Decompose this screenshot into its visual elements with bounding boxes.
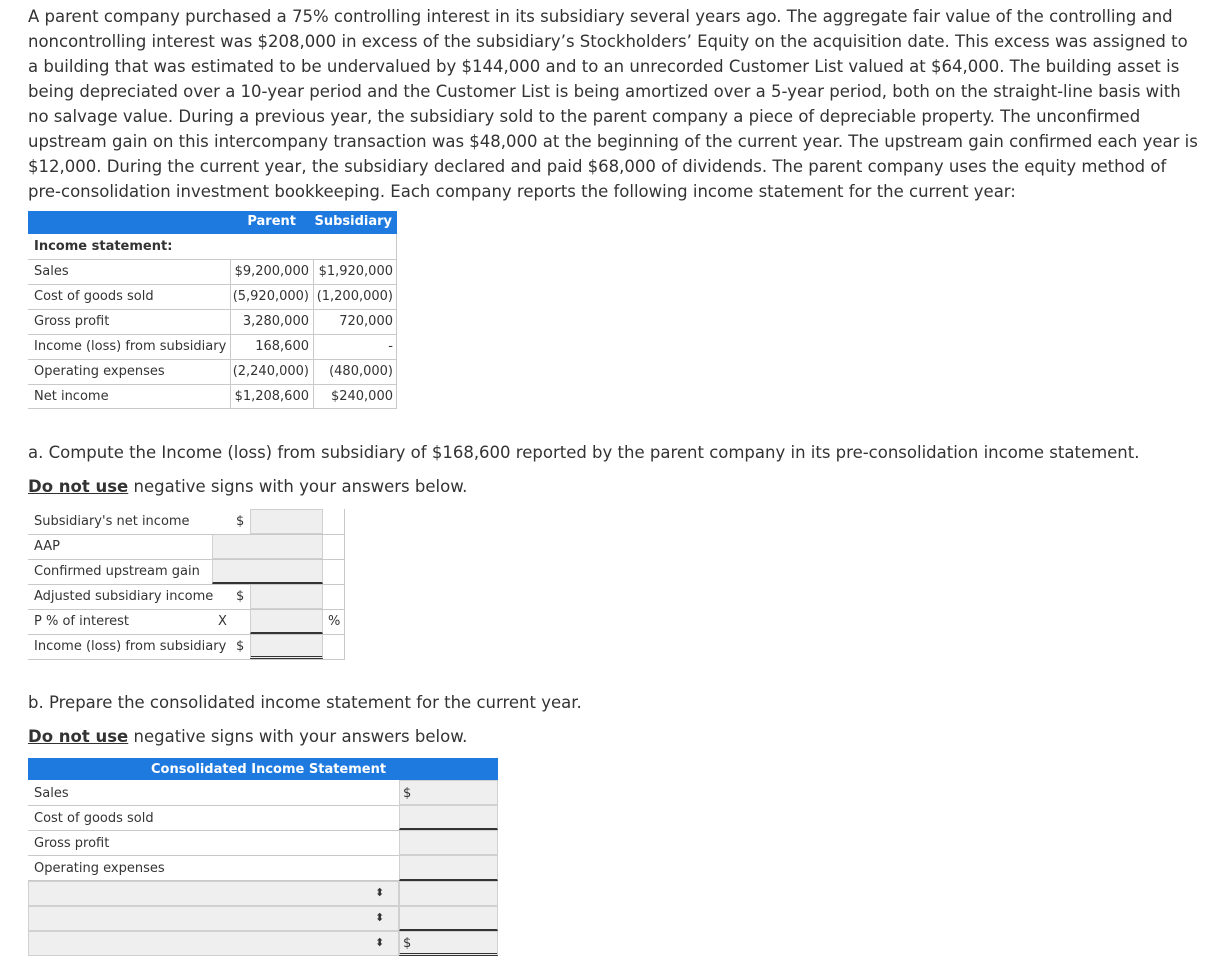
input-aap[interactable] bbox=[212, 534, 323, 559]
row-label-income-from-sub: Income (loss) from subsidiary bbox=[34, 339, 227, 354]
input-cis-sales[interactable] bbox=[399, 780, 498, 805]
input-confirmed-upstream-gain[interactable] bbox=[212, 559, 323, 584]
parent-net-income: $1,208,600 bbox=[234, 389, 309, 404]
multiply-sign: X bbox=[218, 614, 227, 629]
input-cis-line-1[interactable] bbox=[399, 881, 498, 906]
parent-gross-profit: 3,280,000 bbox=[242, 314, 309, 329]
row-label-sales: Sales bbox=[34, 264, 69, 279]
sub-operating-expenses: (480,000) bbox=[329, 364, 393, 379]
dollar-sign: $ bbox=[403, 936, 412, 951]
part-a-instruction bbox=[28, 477, 467, 496]
parent-cogs: (5,920,000) bbox=[232, 289, 309, 304]
consolidated-header bbox=[28, 758, 498, 780]
input-cis-gross-profit[interactable] bbox=[399, 830, 498, 855]
dollar-sign: $ bbox=[403, 786, 412, 801]
input-p-percent-interest[interactable] bbox=[250, 609, 323, 634]
sub-income-from-sub: - bbox=[388, 339, 393, 354]
col-header-subsidiary: Subsidiary bbox=[314, 214, 392, 229]
parent-income-from-sub: 168,600 bbox=[255, 339, 309, 354]
cis-label-sales: Sales bbox=[34, 786, 69, 801]
sub-sales: $1,920,000 bbox=[318, 264, 393, 279]
part-a-question: a. Compute the Income (loss) from subsidiary of $168,600 reported by the parent company in its pre-consolidation income statement. bbox=[28, 443, 1140, 462]
cis-label-gross-profit: Gross profit bbox=[34, 836, 110, 851]
parent-sales: $9,200,000 bbox=[234, 264, 309, 279]
label-income-from-subsidiary: Income (loss) from subsidiary bbox=[34, 639, 227, 654]
row-label-gross-profit: Gross profit bbox=[34, 314, 110, 329]
input-income-from-subsidiary[interactable] bbox=[250, 634, 323, 659]
label-subsidiary-net-income: Subsidiary's net income bbox=[34, 514, 190, 529]
select-line-item-1[interactable] bbox=[28, 881, 399, 906]
label-aap: AAP bbox=[34, 539, 60, 554]
input-cis-line-2[interactable] bbox=[399, 906, 498, 931]
dollar-sign: $ bbox=[236, 514, 245, 529]
input-subsidiary-net-income[interactable] bbox=[250, 509, 323, 534]
input-adjusted-subsidiary-income[interactable] bbox=[250, 584, 323, 609]
select-arrow-icon[interactable]: ⬍ bbox=[375, 911, 385, 924]
part-b-instruction-emphasis: Do not use bbox=[28, 727, 129, 746]
select-line-item-2[interactable] bbox=[28, 906, 399, 931]
select-arrow-icon[interactable]: ⬍ bbox=[375, 886, 385, 899]
input-cis-line-3[interactable] bbox=[399, 931, 498, 956]
consolidated-header-title: Consolidated Income Statement bbox=[151, 762, 387, 777]
label-confirmed-upstream-gain: Confirmed upstream gain bbox=[34, 564, 200, 579]
problem-statement: A parent company purchased a 75% controlling interest in its subsidiary several years ago. The aggregate fair value of the controlling and noncontrolling interest was $208,000 in excess of the subsidiary’s Stockholders’ Equity on the acquisition date. This excess was assigned to a building that was estimated to be undervalued by $144,000 and to an unrecorded Customer List valued at $64,000. The building asset is being depreciated over a 10-year period and the Customer List is being amortized over a 5-year period, both on the straight-line basis with no salvage value. During a previous year, the subsidiary sold to the parent company a piece of depreciable property. The unconfirmed upstream gain on this intercompany transaction was $48,000 at the beginning of the current year. The upstream gain confirmed each year is $12,000. During the current year, the subsidiary declared and paid $68,000 of dividends. The parent company uses the equity method of pre-consolidation investment bookkeeping. Each company reports the following income statement for the current year: bbox=[28, 7, 1198, 201]
sub-gross-profit: 720,000 bbox=[339, 314, 393, 329]
label-p-percent-interest: P % of interest bbox=[34, 614, 129, 629]
parent-operating-expenses: (2,240,000) bbox=[232, 364, 309, 379]
sub-net-income: $240,000 bbox=[330, 389, 393, 404]
row-label-operating-expenses: Operating expenses bbox=[34, 364, 165, 379]
cis-label-operating-expenses: Operating expenses bbox=[34, 861, 165, 876]
row-label-net-income: Net income bbox=[34, 389, 109, 404]
part-a-instruction-text: negative signs with your answers below. bbox=[128, 477, 468, 496]
sub-cogs: (1,200,000) bbox=[316, 289, 393, 304]
section-heading: Income statement: bbox=[34, 239, 173, 254]
select-arrow-icon[interactable]: ⬍ bbox=[375, 936, 385, 949]
dollar-sign: $ bbox=[236, 589, 245, 604]
part-b-instruction bbox=[28, 727, 467, 746]
label-adjusted-subsidiary-income: Adjusted subsidiary income bbox=[34, 589, 214, 604]
part-a-instruction-emphasis: Do not use bbox=[28, 477, 129, 496]
input-cis-cogs[interactable] bbox=[399, 805, 498, 830]
dollar-sign: $ bbox=[236, 639, 245, 654]
row-label-cogs: Cost of goods sold bbox=[34, 289, 154, 304]
select-line-item-3[interactable] bbox=[28, 931, 399, 956]
cis-label-cogs: Cost of goods sold bbox=[34, 811, 154, 826]
part-b-instruction-text: negative signs with your answers below. bbox=[128, 727, 468, 746]
part-b-question: b. Prepare the consolidated income statement for the current year. bbox=[28, 693, 582, 712]
col-header-parent: Parent bbox=[247, 214, 296, 229]
input-cis-operating-expenses[interactable] bbox=[399, 855, 498, 881]
percent-sign: % bbox=[328, 614, 341, 629]
